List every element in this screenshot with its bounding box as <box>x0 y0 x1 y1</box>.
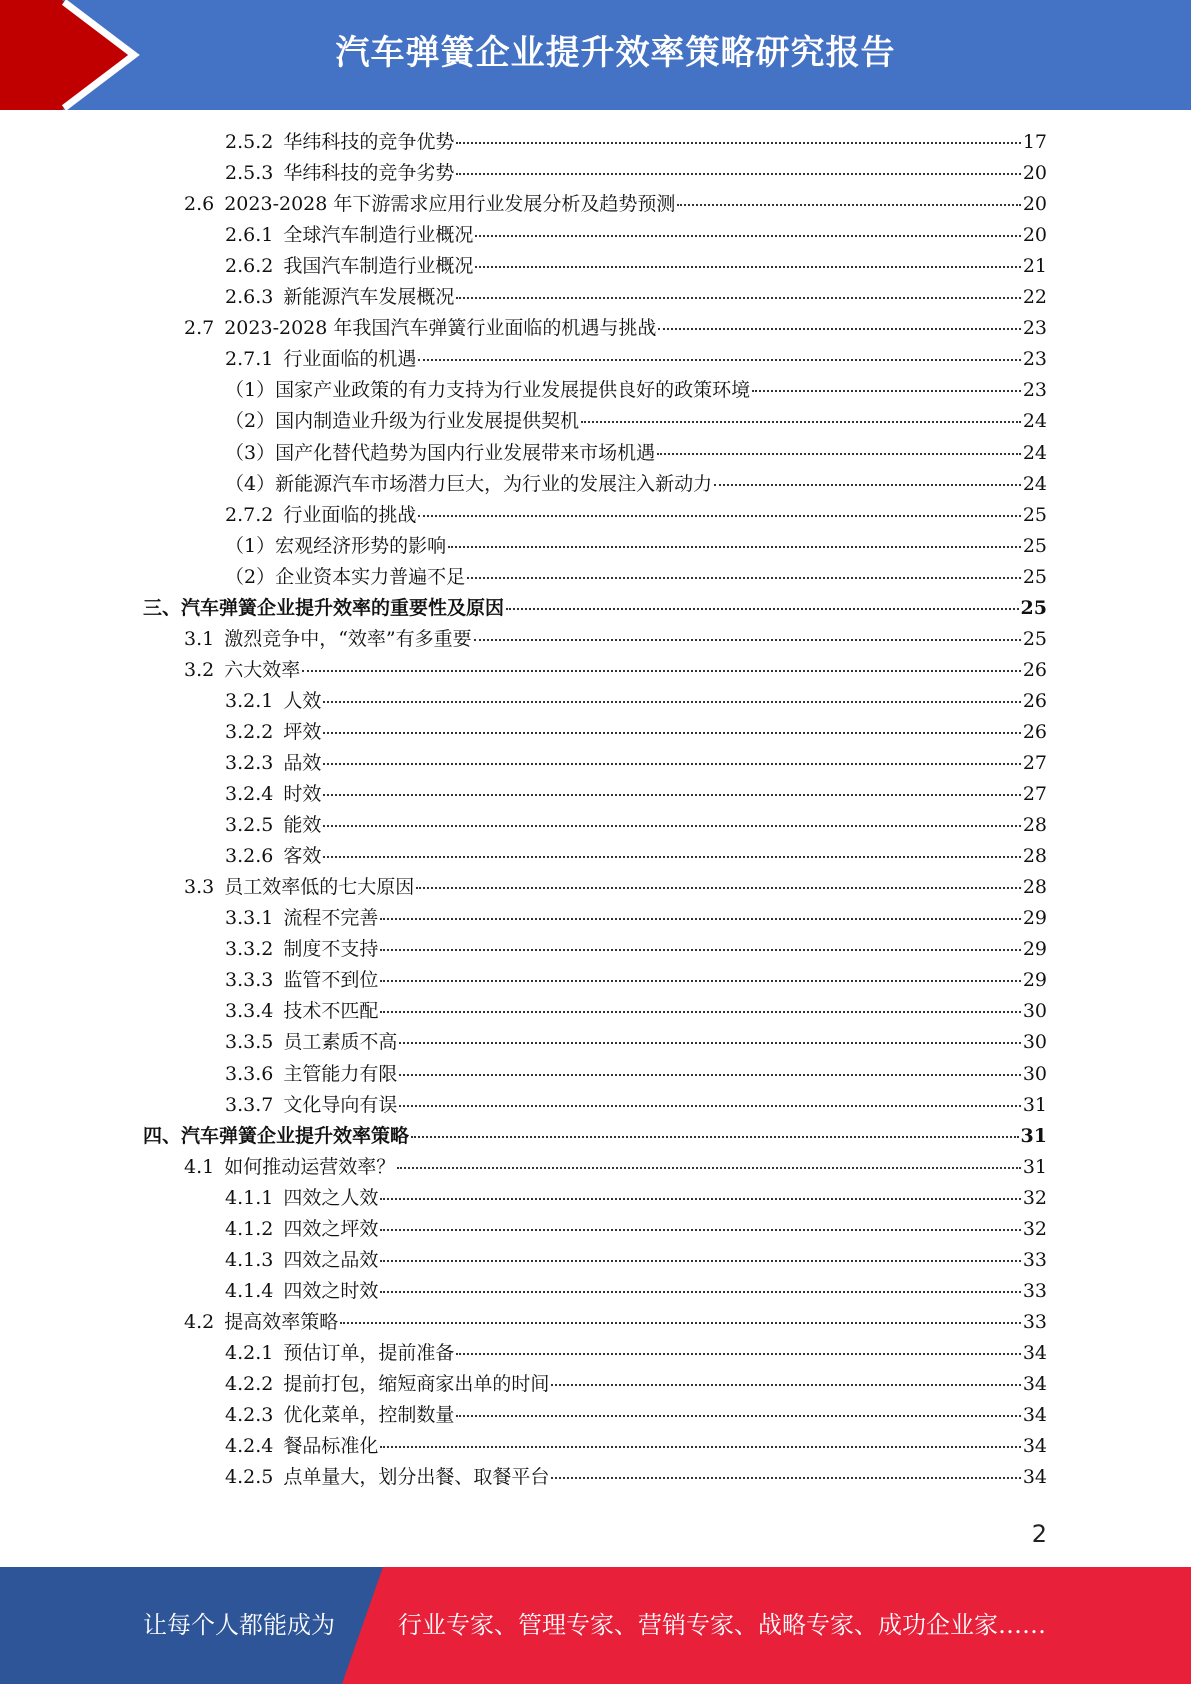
toc-entry-title <box>184 872 414 903</box>
toc-entry-text: （2）企业资本实力普遍不足 <box>225 565 466 588</box>
toc-entry-title <box>225 158 454 189</box>
toc-entry[interactable] <box>225 965 1047 996</box>
toc-entry-page: 29 <box>1022 938 1047 961</box>
toc-entry-title <box>184 1152 395 1183</box>
toc-entry-page: 29 <box>1022 907 1047 930</box>
toc-entry-title <box>225 375 750 406</box>
toc-entry[interactable] <box>225 903 1047 934</box>
toc-entry-title <box>184 313 656 344</box>
toc-entry-page: 31 <box>1022 1155 1047 1178</box>
toc-entry-page: 33 <box>1022 1279 1047 1302</box>
toc-entry-title <box>225 531 446 562</box>
toc-entry[interactable] <box>225 500 1047 531</box>
toc-entry-text: （1）国家产业政策的有力支持为行业发展提供良好的政策环境 <box>225 379 751 402</box>
toc-entry-page: 33 <box>1022 1248 1047 1271</box>
toc-entry-number: 4.2.1 <box>225 1341 274 1364</box>
toc-entry-number: 4.2.4 <box>225 1435 274 1458</box>
toc-entry-text: 行业面临的机遇 <box>283 348 417 371</box>
toc-entry[interactable] <box>225 1431 1047 1462</box>
toc-entry-title <box>225 1431 378 1462</box>
toc-dot-leader <box>416 887 1021 889</box>
toc-entry-text: 新能源汽车发展概况 <box>283 286 455 309</box>
toc-entry[interactable] <box>225 406 1047 437</box>
toc-entry-title <box>225 748 321 779</box>
toc-entry-page: 24 <box>1022 472 1047 495</box>
toc-entry[interactable] <box>225 1214 1047 1245</box>
toc-entry-number: 2.6.1 <box>225 224 274 247</box>
toc-dot-leader <box>302 670 1021 672</box>
toc-entry-text: 时效 <box>283 783 322 806</box>
toc-dot-leader <box>380 1291 1020 1293</box>
toc-dot-leader <box>380 949 1020 951</box>
toc-entry[interactable] <box>225 748 1047 779</box>
toc-entry[interactable] <box>225 344 1047 375</box>
toc-entry[interactable] <box>225 1027 1047 1058</box>
toc-entry-text: 华纬科技的竞争劣势 <box>283 162 455 185</box>
toc-entry[interactable] <box>184 624 1047 655</box>
toc-entry-number: 3.3.2 <box>225 938 274 961</box>
toc-dot-leader <box>380 980 1020 982</box>
toc-entry[interactable] <box>184 313 1047 344</box>
toc-dot-leader <box>380 1446 1020 1448</box>
toc-entry-title <box>184 655 300 686</box>
toc-entry-text: （3）国产化替代趋势为国内行业发展带来市场机遇 <box>225 441 656 464</box>
toc-dot-leader <box>397 1167 1021 1169</box>
toc-entry[interactable] <box>225 1183 1047 1214</box>
toc-dot-leader <box>467 577 1021 579</box>
toc-entry-text: 2023-2028 年下游需求应用行业发展分析及趋势预测 <box>224 193 676 216</box>
toc-entry-text: 点单量大，划分出餐、取餐平台 <box>283 1466 550 1489</box>
toc-entry-number: 3.1 <box>184 627 215 650</box>
toc-entry-title <box>225 469 712 500</box>
toc-dot-leader <box>456 1353 1020 1355</box>
toc-entry-page: 20 <box>1022 193 1047 216</box>
toc-dot-leader <box>506 608 1019 610</box>
toc-entry-number: 3.3.5 <box>225 1031 274 1054</box>
toc-dot-leader <box>657 453 1021 455</box>
toc-entry-number: 4.1.2 <box>225 1217 274 1240</box>
toc-entry-text: 提前打包，缩短商家出单的时间 <box>283 1373 550 1395</box>
footer-slogan: 让每个人都能成为 <box>143 1611 335 1639</box>
toc-entry-number: 2.6 <box>184 193 215 216</box>
toc-entry-page: 23 <box>1022 379 1047 402</box>
toc-entry-number: 3.2 <box>184 658 215 681</box>
toc-entry[interactable] <box>225 251 1047 282</box>
toc-dot-leader <box>399 1042 1020 1044</box>
toc-entry-text: （2）国内制造业升级为行业发展提供契机 <box>225 410 580 433</box>
toc-entry[interactable] <box>225 934 1047 965</box>
toc-dot-leader <box>399 1105 1020 1107</box>
toc-entry-page: 31 <box>1022 1093 1047 1116</box>
toc-dot-leader <box>448 546 1021 548</box>
toc-entry-text: 员工效率低的七大原因 <box>224 876 415 899</box>
toc-entry[interactable] <box>225 1369 1047 1400</box>
toc-entry[interactable] <box>225 779 1047 810</box>
toc-entry-text: （1）宏观经济形势的影响 <box>225 534 447 557</box>
toc-entry[interactable] <box>225 375 1047 406</box>
toc-entry[interactable] <box>225 531 1047 562</box>
toc-entry-page: 25 <box>1022 565 1047 588</box>
page-number: 2 <box>1031 1520 1047 1548</box>
toc-entry-title <box>143 593 504 624</box>
toc-entry[interactable] <box>225 1338 1047 1369</box>
toc-entry-text: 餐品标准化 <box>283 1435 379 1458</box>
toc-entry-title <box>225 1400 454 1431</box>
toc-entry-title <box>225 282 454 313</box>
toc-entry[interactable] <box>225 1059 1047 1090</box>
toc-entry[interactable] <box>225 469 1047 500</box>
toc-dot-leader <box>323 825 1020 827</box>
toc-entry[interactable] <box>143 1121 1047 1152</box>
toc-entry-text: 2023-2028 年我国汽车弹簧行业面临的机遇与挑战 <box>224 317 657 340</box>
toc-dot-leader <box>677 204 1020 206</box>
toc-entry-page: 25 <box>1022 503 1047 526</box>
toc-entry[interactable] <box>225 1400 1047 1431</box>
toc-entry-page: 34 <box>1022 1404 1047 1427</box>
toc-entry[interactable] <box>225 562 1047 593</box>
toc-dot-leader <box>380 1198 1020 1200</box>
toc-entry-text: 制度不支持 <box>283 938 379 961</box>
toc-dot-leader <box>323 763 1020 765</box>
toc-entry-number: 2.5.2 <box>225 131 274 153</box>
toc-entry-number: 3.2.2 <box>225 720 274 743</box>
toc-entry-number: 3.3 <box>184 876 215 899</box>
toc-entry-number: 3.2.4 <box>225 783 274 806</box>
toc-entry-title <box>225 1462 549 1493</box>
toc-dot-leader <box>714 484 1021 486</box>
toc-entry-page: 28 <box>1022 876 1047 899</box>
toc-entry-text: 四效之人效 <box>283 1186 379 1209</box>
toc-entry-title <box>225 500 416 531</box>
toc-dot-leader <box>475 235 1020 237</box>
toc-entry-page: 32 <box>1022 1186 1047 1209</box>
toc-entry-title <box>225 562 465 593</box>
toc-entry-page: 23 <box>1022 348 1047 371</box>
toc-entry-title <box>225 251 473 282</box>
toc-entry-text: 四效之坪效 <box>283 1217 379 1240</box>
toc-entry-text: 技术不匹配 <box>283 1000 379 1023</box>
toc-entry-number: 4.2.5 <box>225 1466 274 1489</box>
toc-entry-page: 26 <box>1022 720 1047 743</box>
toc-entry-title <box>225 903 378 934</box>
toc-entry-title <box>225 1214 378 1245</box>
toc-entry-page: 20 <box>1022 162 1047 185</box>
toc-entry-text: 优化菜单，控制数量 <box>283 1404 455 1427</box>
toc-dot-leader <box>658 328 1020 330</box>
toc-entry-title <box>225 965 378 996</box>
toc-entry-text: 我国汽车制造行业概况 <box>283 255 474 278</box>
toc-entry-text: 预估订单，提前准备 <box>283 1341 455 1364</box>
toc-entry-title <box>225 1027 397 1058</box>
toc-entry-title <box>225 841 321 872</box>
toc-entry[interactable] <box>225 127 1047 158</box>
toc-dot-leader <box>411 1136 1019 1138</box>
toc-entry[interactable] <box>225 158 1047 189</box>
toc-entry-title <box>225 1059 397 1090</box>
report-title: 汽车弹簧企业提升效率策略研究报告 <box>335 33 896 73</box>
toc-entry[interactable] <box>225 1245 1047 1276</box>
toc-entry-text: 文化导向有误 <box>283 1093 398 1116</box>
toc-entry-number: 3.3.4 <box>225 1000 274 1023</box>
toc-entry-title <box>225 220 473 251</box>
toc-entry-number: 4.2.2 <box>225 1373 274 1395</box>
toc-entry-page: 27 <box>1022 752 1047 774</box>
toc-entry-text: 三、汽车弹簧企业提升效率的重要性及原因 <box>143 596 505 619</box>
toc-entry-number: 3.2.1 <box>225 689 274 712</box>
toc-dot-leader <box>551 1477 1020 1479</box>
toc-entry-number: 2.6.2 <box>225 255 274 278</box>
toc-entry-title <box>225 779 321 810</box>
toc-entry[interactable] <box>184 1307 1047 1338</box>
toc-entry[interactable] <box>225 996 1047 1027</box>
toc-entry-page: 24 <box>1022 410 1047 433</box>
toc-dot-leader <box>323 701 1020 703</box>
toc-entry-text: 能效 <box>283 814 322 837</box>
toc-entry-number: 2.5.3 <box>225 162 274 185</box>
toc-entry-title <box>225 1183 378 1214</box>
toc-entry-number: 3.2.6 <box>225 845 274 868</box>
toc-entry-title <box>225 686 321 717</box>
page-footer <box>0 1567 1191 1684</box>
toc-entry-text: （4）新能源汽车市场潜力巨大，为行业的发展注入新动力 <box>225 472 713 495</box>
toc-entry-page: 26 <box>1022 658 1047 681</box>
toc-dot-leader <box>456 173 1020 175</box>
toc-entry-title <box>225 717 321 748</box>
toc-dot-leader <box>752 390 1021 392</box>
toc-entry-page: 26 <box>1022 689 1047 712</box>
toc-entry-text: 人效 <box>283 689 322 712</box>
toc-entry-number: 4.1.4 <box>225 1279 274 1302</box>
toc-entry[interactable] <box>225 717 1047 748</box>
toc-entry-title <box>225 344 416 375</box>
toc-entry[interactable] <box>184 655 1047 686</box>
toc-entry-title <box>143 1121 409 1152</box>
toc-dot-leader <box>551 1384 1020 1386</box>
toc-entry-text: 监管不到位 <box>283 969 379 992</box>
toc-dot-leader <box>456 142 1020 144</box>
toc-entry-page: 30 <box>1022 1031 1047 1054</box>
toc-dot-leader <box>418 359 1020 361</box>
toc-entry-text: 流程不完善 <box>283 907 379 930</box>
toc-entry[interactable] <box>225 1276 1047 1307</box>
toc-entry-text: 四效之时效 <box>283 1279 379 1302</box>
toc-entry-page: 33 <box>1022 1310 1047 1333</box>
toc-entry-page: 34 <box>1022 1435 1047 1458</box>
toc-entry-number: 4.1.1 <box>225 1186 274 1209</box>
page-header <box>0 0 1191 110</box>
toc-dot-leader <box>380 918 1020 920</box>
toc-entry-number: 2.7 <box>184 317 215 340</box>
toc-entry[interactable] <box>225 438 1047 469</box>
toc-entry-page: 29 <box>1022 969 1047 992</box>
toc-entry-page: 25 <box>1022 627 1047 650</box>
toc-entry-number: 4.1.3 <box>225 1248 274 1271</box>
toc-entry-page: 24 <box>1022 441 1047 464</box>
toc-dot-leader <box>323 856 1020 858</box>
toc-entry-page: 34 <box>1022 1373 1047 1395</box>
toc-entry-number: 3.3.6 <box>225 1062 274 1085</box>
toc-entry-text: 客效 <box>283 845 322 868</box>
toc-entry-number: 4.1 <box>184 1155 215 1178</box>
toc-entry-title <box>225 1245 378 1276</box>
toc-entry-text: 提高效率策略 <box>224 1310 339 1333</box>
toc-entry-text: 品效 <box>283 752 322 774</box>
toc-entry-title <box>225 406 579 437</box>
toc-dot-leader <box>380 1260 1020 1262</box>
toc-entry-title <box>184 624 472 655</box>
toc-entry-text: 坪效 <box>283 720 322 743</box>
toc-entry-page: 28 <box>1022 845 1047 868</box>
toc-entry-title <box>225 1369 549 1400</box>
toc-entry-title <box>184 1307 338 1338</box>
toc-entry-number: 3.3.1 <box>225 907 274 930</box>
toc-entry-page: 17 <box>1022 131 1047 153</box>
toc-dot-leader <box>418 515 1020 517</box>
toc-entry-page: 30 <box>1022 1000 1047 1023</box>
toc-entry-number: 4.2.3 <box>225 1404 274 1427</box>
toc-entry-page: 34 <box>1022 1466 1047 1489</box>
toc-dot-leader <box>399 1074 1020 1076</box>
toc-entry-title <box>225 438 655 469</box>
toc-entry-number: 3.3.3 <box>225 969 274 992</box>
toc-entry-number: 2.7.2 <box>225 503 274 526</box>
toc-dot-leader <box>340 1322 1021 1324</box>
toc-entry-title <box>225 1338 454 1369</box>
toc-dot-leader <box>456 297 1020 299</box>
toc-entry-text: 如何推动运营效率？ <box>224 1155 396 1178</box>
toc-entry-number: 3.2.3 <box>225 752 274 774</box>
toc-dot-leader <box>475 266 1020 268</box>
footer-roles: 行业专家、管理专家、营销专家、战略专家、成功企业家…… <box>398 1611 1046 1639</box>
toc-entry-page: 28 <box>1022 814 1047 837</box>
toc-entry-text: 华纬科技的竞争优势 <box>283 131 455 153</box>
toc-dot-leader <box>323 794 1020 796</box>
toc-entry-page: 22 <box>1022 286 1047 309</box>
toc-entry-page: 27 <box>1022 783 1047 806</box>
toc-entry-title <box>225 934 378 965</box>
toc-entry[interactable] <box>143 593 1047 624</box>
toc-entry[interactable] <box>184 189 1047 220</box>
toc-entry-number: 2.6.3 <box>225 286 274 309</box>
toc-entry-title <box>225 810 321 841</box>
toc-dot-leader <box>456 1415 1020 1417</box>
toc-entry-title <box>184 189 675 220</box>
toc-entry-page: 32 <box>1022 1217 1047 1240</box>
toc-dot-leader <box>380 1229 1020 1231</box>
toc-entry-number: 4.2 <box>184 1310 215 1333</box>
toc-entry-text: 行业面临的挑战 <box>283 503 417 526</box>
toc-entry[interactable] <box>184 1152 1047 1183</box>
toc-entry-text: 全球汽车制造行业概况 <box>283 224 474 247</box>
toc-entry-title <box>225 1276 378 1307</box>
toc-entry-title <box>225 127 454 158</box>
toc-entry-page: 30 <box>1022 1062 1047 1085</box>
toc-entry-title <box>225 996 378 1027</box>
toc-entry-page: 25 <box>1022 534 1047 557</box>
toc-entry-page: 31 <box>1020 1124 1047 1147</box>
toc-entry[interactable] <box>225 1462 1047 1493</box>
toc-entry-title <box>225 1090 397 1121</box>
toc-entry[interactable] <box>225 686 1047 717</box>
toc-entry-text: 员工素质不高 <box>283 1031 398 1054</box>
toc-entry-number: 3.2.5 <box>225 814 274 837</box>
toc-entry[interactable] <box>225 841 1047 872</box>
toc-entry[interactable] <box>225 282 1047 313</box>
toc-entry-number: 2.7.1 <box>225 348 274 371</box>
toc-dot-leader <box>581 421 1021 423</box>
toc-entry-text: 主管能力有限 <box>283 1062 398 1085</box>
toc-entry[interactable] <box>225 810 1047 841</box>
toc-entry-page: 20 <box>1022 224 1047 247</box>
toc-entry-text: 六大效率 <box>224 658 301 681</box>
toc-entry-text: 四效之品效 <box>283 1248 379 1271</box>
toc-entry[interactable] <box>184 872 1047 903</box>
toc-entry-page: 23 <box>1022 317 1047 340</box>
toc-entry-text: 激烈竞争中，“效率”有多重要 <box>224 627 472 650</box>
toc-dot-leader <box>474 639 1021 641</box>
toc-entry-number: 3.3.7 <box>225 1093 274 1116</box>
toc-entry-page: 21 <box>1022 255 1047 278</box>
toc-entry-text: 四、汽车弹簧企业提升效率策略 <box>143 1124 410 1147</box>
toc-entry[interactable] <box>225 220 1047 251</box>
toc-dot-leader <box>380 1011 1020 1013</box>
toc-entry[interactable] <box>225 1090 1047 1121</box>
toc-dot-leader <box>323 732 1020 734</box>
toc-entry-page: 34 <box>1022 1341 1047 1364</box>
toc-entry-page: 25 <box>1020 596 1047 619</box>
